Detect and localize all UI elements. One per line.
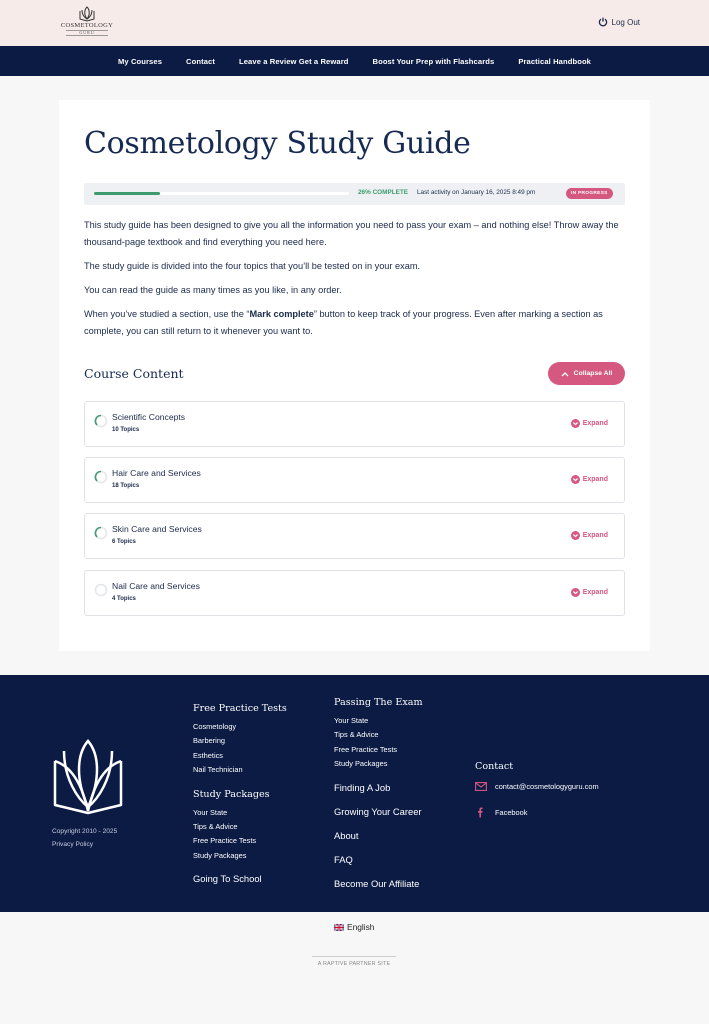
collapse-all-label: Collapse All (573, 370, 613, 377)
logo-text: COSMETOLOGY (60, 22, 114, 29)
course-card (59, 100, 650, 651)
logo-subtext: GURU (66, 30, 108, 36)
course-title: Cosmetology Study Guide (84, 126, 471, 161)
power-icon (598, 17, 608, 27)
nav-my-courses[interactable]: My Courses (117, 56, 163, 66)
progress-ring-icon (94, 470, 108, 484)
module-title: Skin Care and Services (112, 524, 202, 534)
module-title: Scientific Concepts (112, 412, 186, 422)
footer-link-going-to-school[interactable]: Going To School (193, 873, 262, 885)
footer-link-become-affiliate[interactable]: Become Our Affiliate (334, 877, 420, 889)
footer-legal (52, 825, 117, 851)
nav-leave-review[interactable]: Leave a Review Get a Reward (239, 56, 349, 66)
footer-heading-free-practice-tests[interactable]: Free Practice Tests (193, 703, 287, 714)
status-badge: IN PROGRESS (566, 188, 613, 199)
progress-bar-fill (94, 192, 160, 195)
expand-button[interactable] (571, 419, 608, 428)
module-topic-count: 18 Topics (112, 483, 140, 489)
chevron-down-circle-icon (571, 475, 580, 484)
copyright-text: Copyright 2010 - 2025 (52, 828, 118, 835)
expand-button[interactable] (571, 531, 608, 540)
course-description (84, 217, 629, 347)
lotus-book-logo-icon (78, 6, 96, 22)
footer-link[interactable]: Tips & Advice (334, 730, 379, 740)
footer-heading-passing-the-exam[interactable]: Passing The Exam (334, 697, 423, 708)
progress-ring-icon (94, 526, 108, 540)
footer-heading-contact: Contact (475, 761, 514, 772)
footer-link-about[interactable]: About (334, 829, 359, 841)
main-nav (0, 46, 709, 76)
description-text: When you’ve studied a section, use the “ (84, 309, 250, 319)
footer-column-1 (193, 703, 287, 884)
privacy-policy-link[interactable]: Privacy Policy (52, 841, 94, 848)
expand-label: Expand (582, 476, 608, 483)
footer-link[interactable]: Study Packages (334, 759, 388, 769)
logout-label: Log Out (611, 17, 640, 27)
footer-link[interactable]: Esthetics (193, 750, 223, 760)
chevron-down-circle-icon (571, 419, 580, 428)
uk-flag-icon (334, 924, 344, 931)
expand-label: Expand (582, 532, 608, 539)
nav-flashcards[interactable]: Boost Your Prep with Flashcards (372, 56, 495, 66)
contact-email: contact@cosmetologyguru.com (495, 782, 599, 791)
footer-heading-study-packages[interactable]: Study Packages (193, 788, 270, 800)
module-title: Hair Care and Services (112, 468, 201, 478)
lotus-book-logo-icon[interactable] (50, 739, 126, 815)
footer-link[interactable]: Free Practice Tests (334, 744, 398, 754)
module-topic-count: 10 Topics (112, 427, 140, 433)
module-scientific-concepts[interactable] (84, 401, 625, 447)
footer-link-finding-a-job[interactable]: Finding A Job (334, 781, 391, 793)
description-paragraph: This study guide has been designed to give you all the information you need to pass your exam – and nothing else! Throw away the thousand-page textbook and find everything you need here. (84, 220, 619, 247)
expand-label: Expand (582, 589, 608, 596)
footer-link[interactable]: Your State (334, 716, 369, 725)
nav-practical-handbook[interactable]: Practical Handbook (518, 56, 592, 66)
site-footer (0, 675, 709, 912)
footer-contact (475, 761, 599, 834)
footer-link[interactable]: Study Packages (193, 850, 247, 860)
top-header (0, 0, 709, 46)
chevron-up-icon (561, 371, 569, 377)
chevron-down-circle-icon (571, 588, 580, 597)
footer-column-2 (334, 697, 423, 889)
contact-email-link[interactable] (475, 782, 599, 791)
footer-link-growing-your-career[interactable]: Growing Your Career (334, 805, 422, 817)
last-activity: Last activity on January 16, 2025 8:49 pm (417, 189, 536, 196)
progress-percent: 26% COMPLETE (358, 189, 409, 196)
footer-link[interactable]: Your State (193, 807, 228, 817)
progress-ring-icon (94, 414, 108, 428)
bottom-bar (0, 912, 709, 1024)
footer-link[interactable]: Tips & Advice (193, 822, 238, 832)
site-logo[interactable] (58, 6, 116, 36)
mark-complete-text: Mark complete (249, 309, 314, 319)
footer-link-faq[interactable]: FAQ (334, 853, 353, 865)
description-paragraph: You can read the guide as many times as you like, in any order. (84, 285, 342, 295)
expand-label: Expand (582, 420, 608, 427)
expand-button[interactable] (571, 475, 608, 484)
partner-label[interactable]: A RAPTIVE PARTNER SITE (312, 956, 396, 967)
course-content-heading: Course Content (84, 366, 184, 381)
footer-link[interactable]: Nail Technician (193, 765, 243, 775)
logout-button[interactable] (598, 17, 640, 27)
description-paragraph (84, 306, 629, 340)
facebook-link[interactable] (475, 807, 599, 818)
module-topic-count: 4 Topics (112, 596, 136, 602)
course-progress (84, 183, 625, 205)
module-nail-care[interactable] (84, 570, 625, 616)
module-hair-care[interactable] (84, 457, 625, 503)
description-text: ” button to keep track of your progress. Even after marking a section as complete, you can still return to it whenever you want to. (84, 309, 603, 336)
footer-link[interactable]: Barbering (193, 736, 226, 746)
description-paragraph: The study guide is divided into the four topics that you’ll be tested on in your exam. (84, 261, 421, 271)
facebook-label: Facebook (495, 808, 528, 817)
module-title: Nail Care and Services (112, 581, 200, 591)
language-selector[interactable] (334, 922, 374, 932)
nav-contact[interactable]: Contact (186, 56, 215, 66)
module-topic-count: 6 Topics (112, 539, 136, 545)
footer-link[interactable]: Cosmetology (193, 722, 237, 731)
language-label: English (347, 922, 375, 932)
chevron-down-circle-icon (571, 531, 580, 540)
mail-icon (475, 782, 487, 791)
footer-link[interactable]: Free Practice Tests (193, 836, 257, 846)
progress-bar (94, 192, 349, 195)
collapse-all-button[interactable] (548, 362, 625, 385)
facebook-icon (475, 807, 487, 818)
expand-button[interactable] (571, 588, 608, 597)
module-skin-care[interactable] (84, 513, 625, 559)
progress-ring-empty-icon (94, 583, 108, 597)
